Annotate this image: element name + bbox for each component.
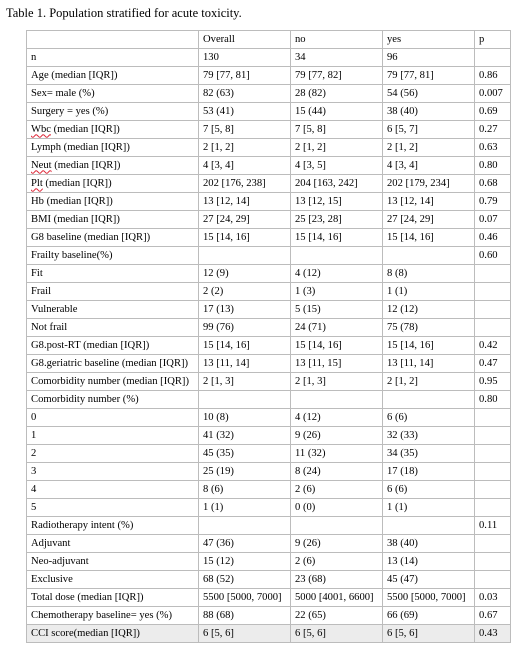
cell-no: 4 (12) <box>291 265 383 283</box>
row-label: Comorbidity number (median [IQR]) <box>27 373 199 391</box>
cell-yes: 13 [12, 14] <box>383 193 475 211</box>
cell-p: 0.03 <box>475 589 511 607</box>
cell-overall: 41 (32) <box>199 427 291 445</box>
cell-no: 25 [23, 28] <box>291 211 383 229</box>
row-label: BMI (median [IQR]) <box>27 211 199 229</box>
row-label: Surgery = yes (%) <box>27 103 199 121</box>
table-row <box>27 427 511 445</box>
cell-no: 22 (65) <box>291 607 383 625</box>
table-row <box>27 553 511 571</box>
cell-yes: 17 (18) <box>383 463 475 481</box>
cell-p <box>475 445 511 463</box>
cell-p: 0.47 <box>475 355 511 373</box>
cell-no: 2 (6) <box>291 553 383 571</box>
cell-no <box>291 247 383 265</box>
cell-yes: 32 (33) <box>383 427 475 445</box>
table-row <box>27 247 511 265</box>
cell-overall: 6 [5, 6] <box>199 625 291 643</box>
cell-overall: 15 [14, 16] <box>199 337 291 355</box>
row-label: CCI score(median [IQR]) <box>27 625 199 643</box>
cell-p: 0.11 <box>475 517 511 535</box>
cell-overall: 130 <box>199 49 291 67</box>
table-row <box>27 373 511 391</box>
cell-p <box>475 499 511 517</box>
cell-yes <box>383 391 475 409</box>
table-row <box>27 139 511 157</box>
header-cell-no: no <box>291 31 383 49</box>
table-row <box>27 571 511 589</box>
table-row <box>27 265 511 283</box>
table-row <box>27 67 511 85</box>
cell-yes <box>383 247 475 265</box>
row-label: G8.geriatric baseline (median [IQR]) <box>27 355 199 373</box>
cell-overall: 5500 [5000, 7000] <box>199 589 291 607</box>
cell-overall: 10 (8) <box>199 409 291 427</box>
cell-p <box>475 481 511 499</box>
cell-overall: 8 (6) <box>199 481 291 499</box>
table-row <box>27 175 511 193</box>
table-header-row <box>27 31 511 49</box>
row-label: 2 <box>27 445 199 463</box>
cell-no: 5000 [4001, 6600] <box>291 589 383 607</box>
cell-overall <box>199 391 291 409</box>
cell-overall: 12 (9) <box>199 265 291 283</box>
row-label: Frail <box>27 283 199 301</box>
cell-p <box>475 535 511 553</box>
cell-yes: 15 [14, 16] <box>383 337 475 355</box>
cell-overall <box>199 247 291 265</box>
population-table <box>26 30 511 643</box>
cell-yes: 5500 [5000, 7000] <box>383 589 475 607</box>
cell-no: 15 (44) <box>291 103 383 121</box>
cell-p: 0.007 <box>475 85 511 103</box>
row-label: Neut (median [IQR]) <box>27 157 199 175</box>
row-label: 3 <box>27 463 199 481</box>
cell-p: 0.80 <box>475 157 511 175</box>
table-row <box>27 625 511 643</box>
cell-p: 0.43 <box>475 625 511 643</box>
cell-overall: 45 (35) <box>199 445 291 463</box>
cell-overall: 82 (63) <box>199 85 291 103</box>
cell-p <box>475 553 511 571</box>
table-row <box>27 499 511 517</box>
cell-overall: 202 [176, 238] <box>199 175 291 193</box>
row-label: 1 <box>27 427 199 445</box>
cell-overall <box>199 517 291 535</box>
cell-no: 7 [5, 8] <box>291 121 383 139</box>
cell-yes: 6 (6) <box>383 409 475 427</box>
cell-p: 0.69 <box>475 103 511 121</box>
cell-no <box>291 391 383 409</box>
cell-yes: 8 (8) <box>383 265 475 283</box>
cell-p <box>475 49 511 67</box>
row-label: Adjuvant <box>27 535 199 553</box>
header-cell-label <box>27 31 199 49</box>
row-label: G8 baseline (median [IQR]) <box>27 229 199 247</box>
cell-yes: 27 [24, 29] <box>383 211 475 229</box>
cell-yes: 66 (69) <box>383 607 475 625</box>
table-row <box>27 463 511 481</box>
row-label: Comorbidity number (%) <box>27 391 199 409</box>
cell-p: 0.07 <box>475 211 511 229</box>
cell-overall: 17 (13) <box>199 301 291 319</box>
cell-no: 4 [3, 5] <box>291 157 383 175</box>
table-row <box>27 355 511 373</box>
cell-no: 6 [5, 6] <box>291 625 383 643</box>
row-label: 5 <box>27 499 199 517</box>
cell-p <box>475 319 511 337</box>
cell-no: 8 (24) <box>291 463 383 481</box>
cell-yes: 6 [5, 7] <box>383 121 475 139</box>
table-row <box>27 319 511 337</box>
cell-overall: 99 (76) <box>199 319 291 337</box>
table-row <box>27 409 511 427</box>
cell-p: 0.95 <box>475 373 511 391</box>
cell-no: 28 (82) <box>291 85 383 103</box>
cell-overall: 4 [3, 4] <box>199 157 291 175</box>
table-row <box>27 229 511 247</box>
table-row <box>27 517 511 535</box>
cell-overall: 53 (41) <box>199 103 291 121</box>
table-caption: Table 1. Population stratified for acute toxicity. <box>6 6 242 20</box>
cell-overall: 15 [14, 16] <box>199 229 291 247</box>
table-row <box>27 481 511 499</box>
header-cell-yes: yes <box>383 31 475 49</box>
cell-no: 2 (6) <box>291 481 383 499</box>
cell-p: 0.42 <box>475 337 511 355</box>
cell-p: 0.67 <box>475 607 511 625</box>
cell-no: 34 <box>291 49 383 67</box>
cell-yes: 38 (40) <box>383 103 475 121</box>
table-row <box>27 337 511 355</box>
table-row <box>27 157 511 175</box>
row-label: G8.post-RT (median [IQR]) <box>27 337 199 355</box>
table-body <box>27 31 511 643</box>
row-label: 4 <box>27 481 199 499</box>
cell-no: 0 (0) <box>291 499 383 517</box>
cell-overall: 1 (1) <box>199 499 291 517</box>
cell-no: 13 [11, 15] <box>291 355 383 373</box>
cell-no: 9 (26) <box>291 427 383 445</box>
cell-overall: 2 [1, 3] <box>199 373 291 391</box>
row-label: Vulnerable <box>27 301 199 319</box>
cell-overall: 68 (52) <box>199 571 291 589</box>
cell-p: 0.80 <box>475 391 511 409</box>
cell-overall: 2 [1, 2] <box>199 139 291 157</box>
cell-yes <box>383 517 475 535</box>
cell-yes: 6 (6) <box>383 481 475 499</box>
cell-p: 0.46 <box>475 229 511 247</box>
cell-yes: 4 [3, 4] <box>383 157 475 175</box>
header-cell-p: p <box>475 31 511 49</box>
cell-no: 23 (68) <box>291 571 383 589</box>
cell-yes: 96 <box>383 49 475 67</box>
row-label: 0 <box>27 409 199 427</box>
cell-no: 24 (71) <box>291 319 383 337</box>
cell-no: 9 (26) <box>291 535 383 553</box>
cell-no <box>291 517 383 535</box>
cell-yes: 13 [11, 14] <box>383 355 475 373</box>
row-label: Frailty baseline(%) <box>27 247 199 265</box>
cell-yes: 13 (14) <box>383 553 475 571</box>
cell-yes: 79 [77, 81] <box>383 67 475 85</box>
cell-yes: 34 (35) <box>383 445 475 463</box>
row-label: Exclusive <box>27 571 199 589</box>
table-row <box>27 103 511 121</box>
row-label: n <box>27 49 199 67</box>
cell-p <box>475 427 511 445</box>
row-label: Fit <box>27 265 199 283</box>
cell-overall: 25 (19) <box>199 463 291 481</box>
cell-no: 1 (3) <box>291 283 383 301</box>
table-row <box>27 211 511 229</box>
cell-no: 4 (12) <box>291 409 383 427</box>
row-label: Not frail <box>27 319 199 337</box>
cell-p: 0.63 <box>475 139 511 157</box>
cell-no: 11 (32) <box>291 445 383 463</box>
cell-yes: 202 [179, 234] <box>383 175 475 193</box>
row-label: Neo-adjuvant <box>27 553 199 571</box>
cell-yes: 54 (56) <box>383 85 475 103</box>
table-row <box>27 607 511 625</box>
cell-p <box>475 283 511 301</box>
row-label: Total dose (median [IQR]) <box>27 589 199 607</box>
cell-overall: 7 [5, 8] <box>199 121 291 139</box>
cell-yes: 75 (78) <box>383 319 475 337</box>
table-row <box>27 121 511 139</box>
cell-yes: 38 (40) <box>383 535 475 553</box>
row-label: Age (median [IQR]) <box>27 67 199 85</box>
cell-yes: 12 (12) <box>383 301 475 319</box>
cell-overall: 79 [77, 81] <box>199 67 291 85</box>
cell-overall: 47 (36) <box>199 535 291 553</box>
cell-overall: 13 [12, 14] <box>199 193 291 211</box>
row-label: Wbc (median [IQR]) <box>27 121 199 139</box>
cell-p <box>475 463 511 481</box>
cell-yes: 45 (47) <box>383 571 475 589</box>
table-row <box>27 49 511 67</box>
cell-no: 204 [163, 242] <box>291 175 383 193</box>
cell-no: 5 (15) <box>291 301 383 319</box>
table-row <box>27 85 511 103</box>
cell-no: 2 [1, 2] <box>291 139 383 157</box>
cell-p: 0.68 <box>475 175 511 193</box>
cell-overall: 2 (2) <box>199 283 291 301</box>
cell-no: 15 [14, 16] <box>291 229 383 247</box>
cell-overall: 13 [11, 14] <box>199 355 291 373</box>
table-row <box>27 391 511 409</box>
cell-yes: 6 [5, 6] <box>383 625 475 643</box>
row-label: Radiotherapy intent (%) <box>27 517 199 535</box>
cell-no: 15 [14, 16] <box>291 337 383 355</box>
cell-p: 0.79 <box>475 193 511 211</box>
row-label: Lymph (median [IQR]) <box>27 139 199 157</box>
cell-no: 13 [12, 15] <box>291 193 383 211</box>
cell-overall: 88 (68) <box>199 607 291 625</box>
cell-p <box>475 301 511 319</box>
cell-p <box>475 265 511 283</box>
cell-no: 79 [77, 82] <box>291 67 383 85</box>
header-cell-overall: Overall <box>199 31 291 49</box>
row-label: Chemotherapy baseline= yes (%) <box>27 607 199 625</box>
table-row <box>27 535 511 553</box>
row-label: Plt (median [IQR]) <box>27 175 199 193</box>
table-row <box>27 301 511 319</box>
cell-p <box>475 409 511 427</box>
row-label: Hb (median [IQR]) <box>27 193 199 211</box>
cell-no: 2 [1, 3] <box>291 373 383 391</box>
cell-yes: 2 [1, 2] <box>383 139 475 157</box>
row-label: Sex= male (%) <box>27 85 199 103</box>
cell-p: 0.60 <box>475 247 511 265</box>
cell-p <box>475 571 511 589</box>
table-row <box>27 589 511 607</box>
cell-p: 0.86 <box>475 67 511 85</box>
cell-yes: 2 [1, 2] <box>383 373 475 391</box>
cell-p: 0.27 <box>475 121 511 139</box>
cell-yes: 1 (1) <box>383 499 475 517</box>
table-row <box>27 193 511 211</box>
cell-yes: 1 (1) <box>383 283 475 301</box>
cell-yes: 15 [14, 16] <box>383 229 475 247</box>
cell-overall: 15 (12) <box>199 553 291 571</box>
table-row <box>27 445 511 463</box>
cell-overall: 27 [24, 29] <box>199 211 291 229</box>
table-row <box>27 283 511 301</box>
